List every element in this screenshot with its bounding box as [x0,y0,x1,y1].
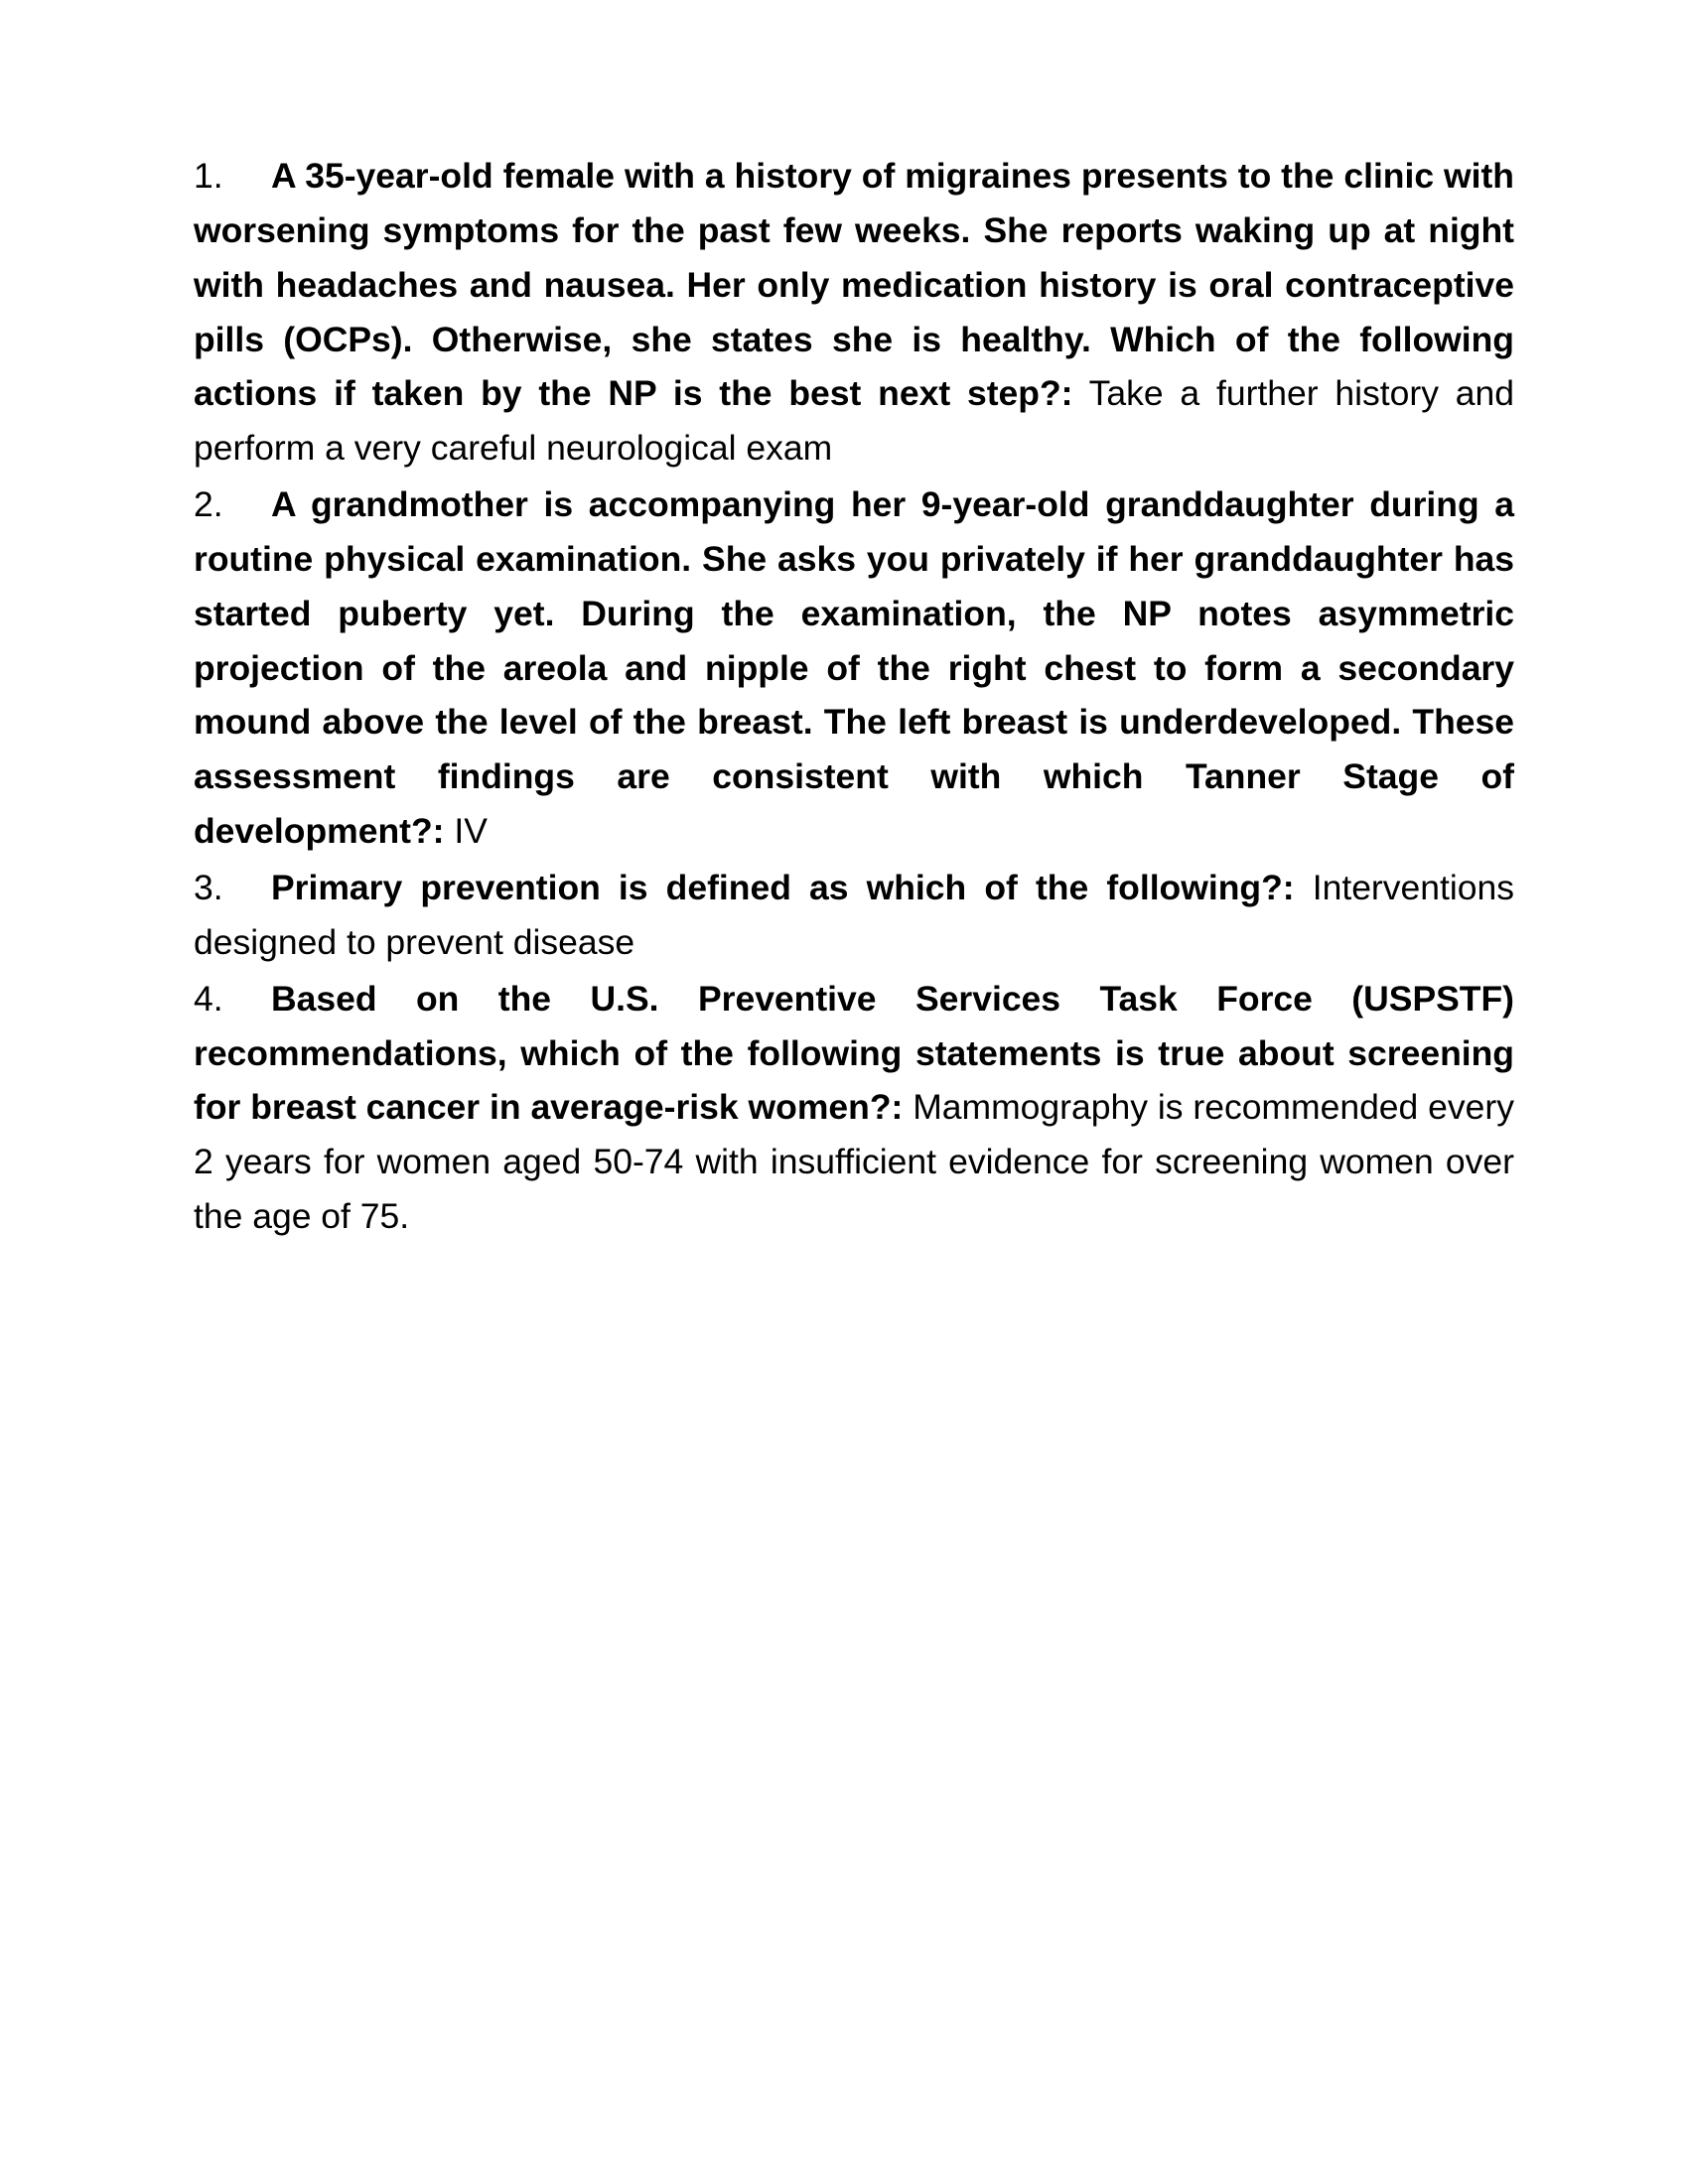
question-answer: Interventions designed to prevent disease [194,867,1514,962]
question-answer: Mammography is recommended every 2 years for women aged 50-74 with insufficient evidence for screening women over the age of 75. [194,1087,1514,1237]
question-prompt: Primary prevention is defined as which of the following?: [271,867,1295,907]
item-number: 3. [194,867,223,907]
item-number: 2. [194,484,223,525]
question-list [194,149,1514,1244]
question-answer: Take a further history and perform a very careful neurological exam [194,373,1514,469]
question-answer: IV [454,811,488,852]
list-item [194,972,1514,1244]
list-item [194,478,1514,859]
question-prompt: A grandmother is accompanying her 9-year-old granddaughter during a routine physical examination. She asks you privately if her granddaughter has started puberty yet. During the examination, the NP notes asymmetric projection of the areola and nipple of the right chest to form a secondary mound above the level of the breast. The left breast is underdeveloped. These assessment findings are consistent with which Tanner Stage of development?: [194,484,1514,852]
question-prompt: Based on the U.S. Preventive Services Task Force (USPSTF) recommendations, which of the following statements is true about screening for breast cancer in average-risk women?: [194,978,1514,1128]
list-item [194,861,1514,970]
list-item [194,149,1514,476]
item-number: 4. [194,978,223,1019]
question-prompt: A 35-year-old female with a history of migraines presents to the clinic with worsening symptoms for the past few weeks. She reports waking up at night with headaches and nausea. Her only medication history is oral contraceptive pills (OCPs). Otherwise, she states she is healthy. Which of the following actions if taken by the NP is the best next step?: [194,156,1514,414]
item-number: 1. [194,156,223,196]
